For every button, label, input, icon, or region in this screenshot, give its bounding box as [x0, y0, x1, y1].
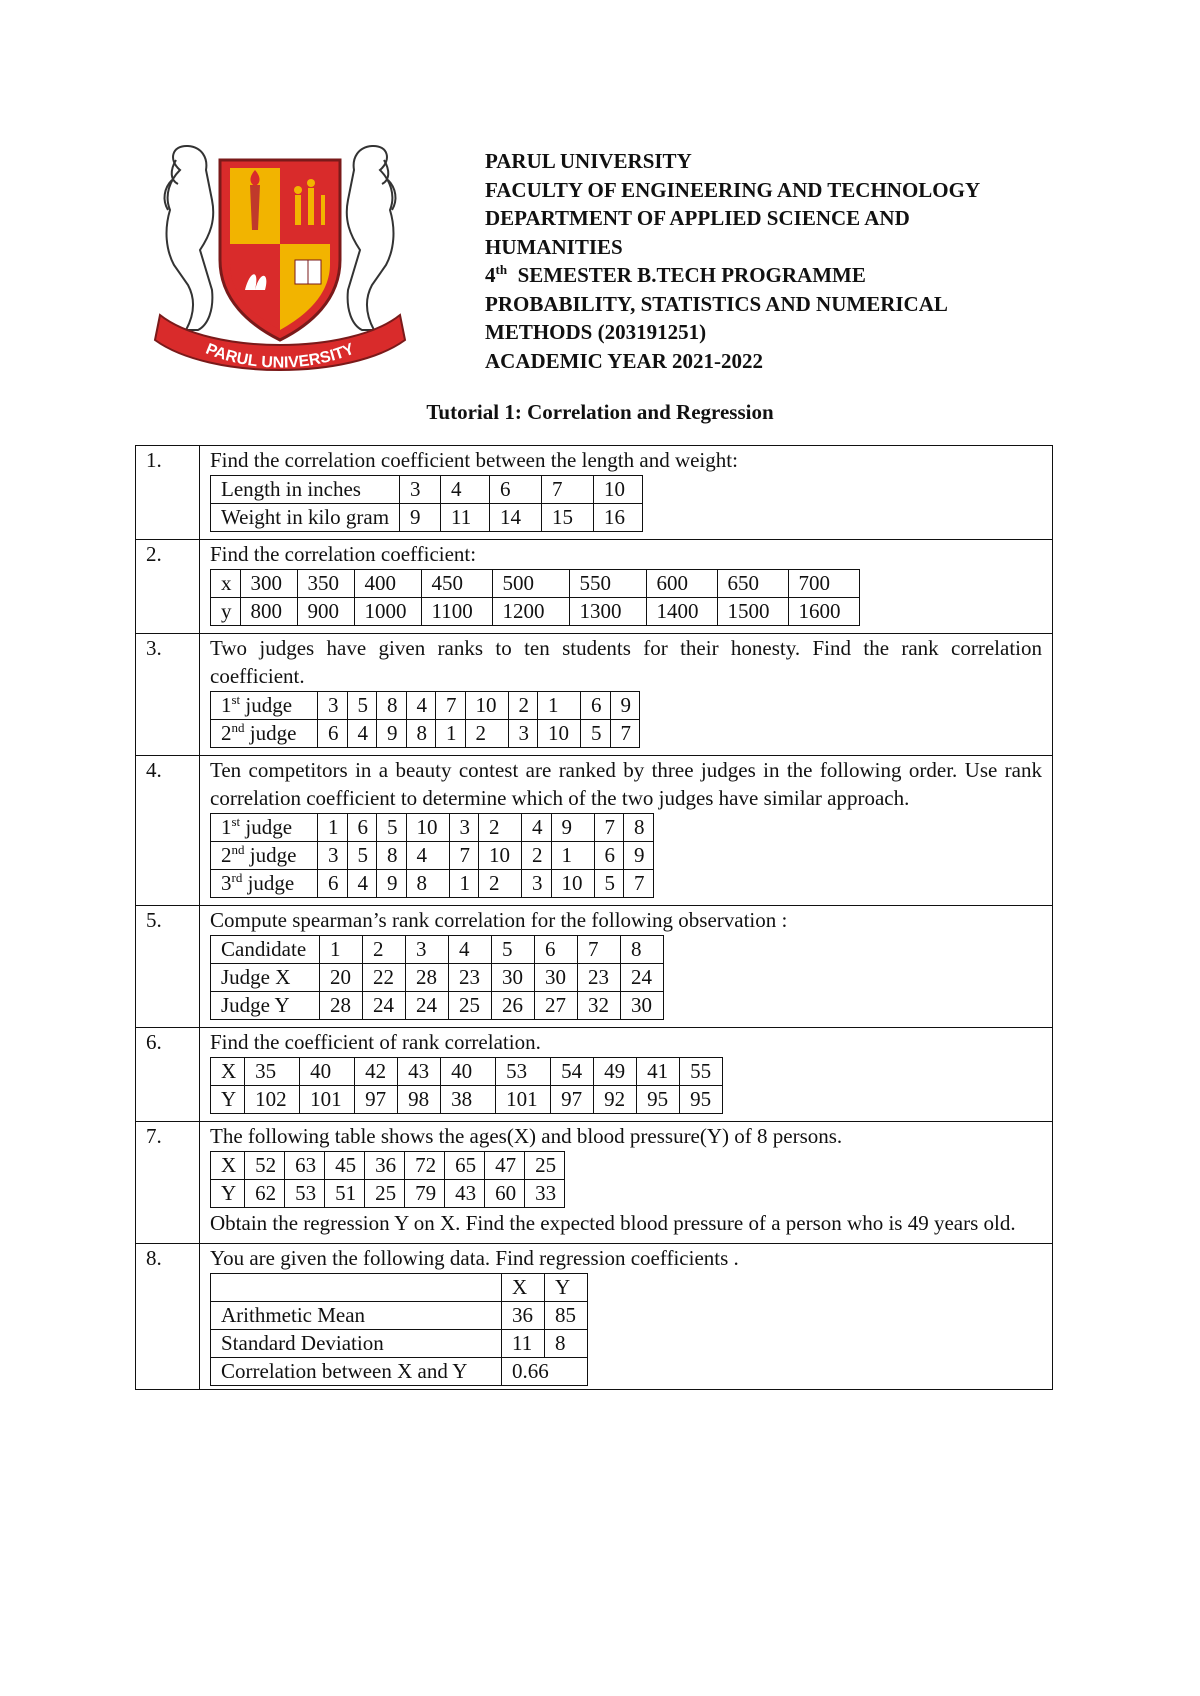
question-body	[200, 1122, 1053, 1244]
row-label: Judge Y	[211, 992, 320, 1020]
data-row	[211, 1302, 588, 1330]
department-name-cont: HUMANITIES	[485, 234, 623, 259]
question-number: 8.	[136, 1244, 200, 1390]
row-label: Arithmetic Mean	[211, 1302, 502, 1330]
data-table	[210, 1057, 723, 1114]
question-text: Ten competitors in a beauty contest are ranked by three judges in the following order. Use rank correlation coefficient to determine which of the two judges have similar approach.	[210, 758, 1042, 810]
data-table	[210, 691, 640, 748]
data-cell: 1	[318, 814, 348, 842]
data-cell: 10	[538, 720, 581, 748]
data-cell: 14	[490, 504, 542, 532]
data-cell: 36	[365, 1152, 405, 1180]
data-cell: 4	[449, 936, 492, 964]
data-cell: 38	[441, 1086, 496, 1114]
data-cell: 23	[578, 964, 621, 992]
row-label: Judge X	[211, 964, 320, 992]
data-cell: 300	[240, 570, 297, 598]
header-cell: X	[502, 1274, 545, 1302]
question-body	[200, 756, 1053, 906]
question-number: 1.	[136, 446, 200, 540]
data-row	[211, 692, 640, 720]
data-cell: 30	[621, 992, 664, 1020]
university-logo	[150, 140, 410, 380]
faculty-name: FACULTY OF ENGINEERING AND TECHNOLOGY	[485, 177, 981, 202]
row-label: Weight in kilo gram	[211, 504, 400, 532]
data-table	[210, 1273, 588, 1386]
data-cell: 24	[363, 992, 406, 1020]
data-cell: 2	[465, 720, 508, 748]
data-cell: 28	[406, 964, 449, 992]
data-cell: 54	[551, 1058, 594, 1086]
data-cell: 7	[610, 720, 640, 748]
questions-table-wrapper	[135, 445, 1053, 1390]
data-cell: 8	[377, 692, 407, 720]
data-cell: 4	[347, 720, 377, 748]
data-cell: 33	[525, 1180, 565, 1208]
data-cell: 45	[325, 1152, 365, 1180]
question-text: Compute spearman’s rank correlation for the following observation :	[210, 908, 788, 932]
row-label: y	[211, 598, 241, 626]
data-cell: 101	[496, 1086, 551, 1114]
university-name: PARUL UNIVERSITY	[485, 149, 692, 173]
data-cell: 1000	[354, 598, 421, 626]
data-cell: 5	[594, 870, 624, 898]
data-cell: 85	[545, 1302, 588, 1330]
data-cell: 2	[479, 814, 522, 842]
data-cell: 53	[285, 1180, 325, 1208]
data-cell: 2	[508, 692, 538, 720]
data-cell: 47	[485, 1152, 525, 1180]
data-cell: 25	[365, 1180, 405, 1208]
question-number: 6.	[136, 1028, 200, 1122]
header-cell	[211, 1274, 502, 1302]
question-text-after: Obtain the regression Y on X. Find the expected blood pressure of a person who is 49 years old.	[210, 1211, 1016, 1235]
data-cell: 79	[405, 1180, 445, 1208]
data-cell: 6	[347, 814, 377, 842]
data-cell: 97	[355, 1086, 398, 1114]
question-body	[200, 446, 1053, 540]
data-cell: 35	[245, 1058, 300, 1086]
data-cell: 7	[542, 476, 594, 504]
data-cell: 49	[594, 1058, 637, 1086]
data-cell: 8	[377, 842, 407, 870]
data-table	[210, 475, 643, 532]
row-label: X	[211, 1058, 245, 1086]
data-table	[210, 935, 664, 1020]
data-row	[211, 964, 664, 992]
data-cell: 98	[398, 1086, 441, 1114]
data-cell: 450	[421, 570, 492, 598]
data-cell: 5	[377, 814, 407, 842]
data-cell: 6	[318, 720, 348, 748]
data-row	[211, 1152, 565, 1180]
data-cell: 500	[492, 570, 569, 598]
data-table	[210, 1151, 565, 1208]
row-label: 3rd judge	[211, 870, 318, 898]
data-cell: 5	[347, 842, 377, 870]
data-cell: 27	[535, 992, 578, 1020]
data-row	[211, 870, 654, 898]
data-cell: 600	[646, 570, 717, 598]
data-cell: 10	[594, 476, 643, 504]
data-row	[211, 1180, 565, 1208]
data-cell: 4	[441, 476, 490, 504]
data-cell: 24	[621, 964, 664, 992]
academic-year: ACADEMIC YEAR 2021-2022	[485, 348, 764, 373]
question-row	[136, 1122, 1053, 1244]
data-cell: 5	[347, 692, 377, 720]
question-body	[200, 540, 1053, 634]
data-cell: 4	[522, 814, 552, 842]
data-cell: 41	[637, 1058, 680, 1086]
data-cell: 1600	[788, 598, 859, 626]
question-number: 4.	[136, 756, 200, 906]
data-row	[211, 936, 664, 964]
course-code: METHODS (203191251)	[485, 320, 707, 344]
data-cell: 9	[400, 504, 441, 532]
data-cell: 26	[492, 992, 535, 1020]
data-cell: 1100	[421, 598, 492, 626]
data-cell: 1	[538, 692, 581, 720]
data-cell: 8	[406, 870, 449, 898]
data-cell: 25	[525, 1152, 565, 1180]
data-row	[211, 598, 860, 626]
left-lion-supporter	[165, 146, 214, 330]
data-cell: 5	[492, 936, 535, 964]
data-cell: 3	[400, 476, 441, 504]
data-cell: 102	[245, 1086, 300, 1114]
data-cell: 36	[502, 1302, 545, 1330]
data-cell: 7	[624, 870, 654, 898]
data-cell: 0.66	[502, 1358, 588, 1386]
question-text: The following table shows the ages(X) and blood pressure(Y) of 8 persons.	[210, 1124, 843, 1148]
data-cell: 11	[502, 1330, 545, 1358]
data-cell: 550	[569, 570, 646, 598]
data-cell: 650	[717, 570, 788, 598]
data-cell: 43	[445, 1180, 485, 1208]
data-cell: 53	[496, 1058, 551, 1086]
data-cell: 400	[354, 570, 421, 598]
data-cell: 9	[551, 814, 594, 842]
data-cell: 900	[297, 598, 354, 626]
row-label: Y	[211, 1086, 245, 1114]
row-label: Correlation between X and Y	[211, 1358, 502, 1386]
data-cell: 7	[436, 692, 466, 720]
question-body	[200, 906, 1053, 1028]
semester-line: 4th SEMESTER B.TECH PROGRAMME	[485, 262, 866, 287]
data-cell: 1400	[646, 598, 717, 626]
data-cell: 6	[490, 476, 542, 504]
data-cell: 52	[245, 1152, 285, 1180]
data-cell: 20	[320, 964, 363, 992]
question-text: Find the coefficient of rank correlation.	[210, 1030, 541, 1054]
data-row	[211, 504, 643, 532]
data-cell: 1500	[717, 598, 788, 626]
data-cell: 101	[300, 1086, 355, 1114]
data-cell: 95	[637, 1086, 680, 1114]
data-table	[210, 813, 654, 898]
data-cell: 8	[406, 720, 436, 748]
data-cell: 2	[522, 842, 552, 870]
question-row	[136, 1028, 1053, 1122]
data-cell: 8	[624, 814, 654, 842]
data-row	[211, 1358, 588, 1386]
data-cell: 700	[788, 570, 859, 598]
data-cell: 1	[551, 842, 594, 870]
data-cell: 3	[522, 870, 552, 898]
data-row	[211, 720, 640, 748]
data-cell: 1	[320, 936, 363, 964]
data-cell: 92	[594, 1086, 637, 1114]
data-cell: 15	[542, 504, 594, 532]
data-cell: 55	[680, 1058, 723, 1086]
data-cell: 23	[449, 964, 492, 992]
data-cell: 1200	[492, 598, 569, 626]
data-row	[211, 992, 664, 1020]
question-number: 7.	[136, 1122, 200, 1244]
question-text: You are given the following data. Find regression coefficients .	[210, 1246, 739, 1270]
row-label: 1st judge	[211, 692, 318, 720]
data-row	[211, 1058, 723, 1086]
row-label: 2nd judge	[211, 720, 318, 748]
row-label: 1st judge	[211, 814, 318, 842]
data-cell: 4	[347, 870, 377, 898]
shield	[220, 160, 340, 340]
data-cell: 72	[405, 1152, 445, 1180]
department-name: DEPARTMENT OF APPLIED SCIENCE AND	[485, 206, 910, 230]
data-cell: 30	[492, 964, 535, 992]
question-body	[200, 1244, 1053, 1390]
row-label: x	[211, 570, 241, 598]
data-cell: 7	[594, 814, 624, 842]
data-cell: 5	[581, 720, 611, 748]
data-cell: 11	[441, 504, 490, 532]
row-label: Standard Deviation	[211, 1330, 502, 1358]
data-cell: 3	[406, 936, 449, 964]
right-lion-supporter	[347, 146, 396, 330]
data-cell: 60	[485, 1180, 525, 1208]
data-cell: 30	[535, 964, 578, 992]
data-cell: 9	[377, 720, 407, 748]
data-cell: 24	[406, 992, 449, 1020]
data-cell: 350	[297, 570, 354, 598]
data-cell: 40	[300, 1058, 355, 1086]
data-cell: 1	[436, 720, 466, 748]
data-row	[211, 1086, 723, 1114]
data-cell: 2	[479, 870, 522, 898]
data-cell: 3	[318, 692, 348, 720]
data-cell: 42	[355, 1058, 398, 1086]
data-cell: 2	[363, 936, 406, 964]
data-cell: 6	[535, 936, 578, 964]
data-cell: 63	[285, 1152, 325, 1180]
row-label: 2nd judge	[211, 842, 318, 870]
question-text: Find the correlation coefficient between the length and weight:	[210, 448, 738, 472]
data-cell: 10	[465, 692, 508, 720]
data-cell: 10	[406, 814, 449, 842]
question-row	[136, 540, 1053, 634]
data-cell: 6	[318, 870, 348, 898]
row-label: Y	[211, 1180, 245, 1208]
data-cell: 8	[545, 1330, 588, 1358]
question-row	[136, 756, 1053, 906]
course-name: PROBABILITY, STATISTICS AND NUMERICAL	[485, 291, 948, 316]
question-row	[136, 1244, 1053, 1390]
data-cell: 4	[406, 842, 449, 870]
question-row	[136, 906, 1053, 1028]
tutorial-title: Tutorial 1: Correlation and Regression	[426, 400, 774, 424]
data-row	[211, 1274, 588, 1302]
data-cell: 3	[449, 814, 479, 842]
question-text: Two judges have given ranks to ten students for their honesty. Find the rank correlation coefficient.	[210, 636, 1042, 688]
data-cell: 6	[594, 842, 624, 870]
data-cell: 1300	[569, 598, 646, 626]
data-cell: 9	[610, 692, 640, 720]
data-cell: 4	[406, 692, 436, 720]
data-row	[211, 570, 860, 598]
data-cell: 16	[594, 504, 643, 532]
data-cell: 8	[621, 936, 664, 964]
data-table	[210, 569, 860, 626]
data-cell: 62	[245, 1180, 285, 1208]
questions-table	[135, 445, 1053, 1390]
data-cell: 3	[508, 720, 538, 748]
data-cell: 95	[680, 1086, 723, 1114]
row-label: X	[211, 1152, 245, 1180]
question-number: 5.	[136, 906, 200, 1028]
data-row	[211, 1330, 588, 1358]
logo-banner-text: PARUL UNIVERSITY	[203, 340, 357, 372]
data-cell: 97	[551, 1086, 594, 1114]
data-cell: 9	[377, 870, 407, 898]
data-cell: 7	[578, 936, 621, 964]
data-cell: 43	[398, 1058, 441, 1086]
data-cell: 3	[318, 842, 348, 870]
data-row	[211, 842, 654, 870]
data-cell: 800	[240, 598, 297, 626]
data-cell: 65	[445, 1152, 485, 1180]
document-header	[485, 147, 1125, 375]
header-cell: Y	[545, 1274, 588, 1302]
data-cell: 22	[363, 964, 406, 992]
data-cell: 10	[479, 842, 522, 870]
question-text: Find the correlation coefficient:	[210, 542, 477, 566]
data-row	[211, 814, 654, 842]
question-number: 3.	[136, 634, 200, 756]
question-body	[200, 634, 1053, 756]
question-row	[136, 446, 1053, 540]
data-cell: 9	[624, 842, 654, 870]
data-cell: 6	[581, 692, 611, 720]
data-row	[211, 476, 643, 504]
question-row	[136, 634, 1053, 756]
data-cell: 51	[325, 1180, 365, 1208]
row-label: Candidate	[211, 936, 320, 964]
data-cell: 40	[441, 1058, 496, 1086]
data-cell: 25	[449, 992, 492, 1020]
data-cell: 7	[449, 842, 479, 870]
data-cell: 1	[449, 870, 479, 898]
data-cell: 10	[551, 870, 594, 898]
data-cell: 28	[320, 992, 363, 1020]
row-label: Length in inches	[211, 476, 400, 504]
question-body	[200, 1028, 1053, 1122]
question-number: 2.	[136, 540, 200, 634]
data-cell: 32	[578, 992, 621, 1020]
